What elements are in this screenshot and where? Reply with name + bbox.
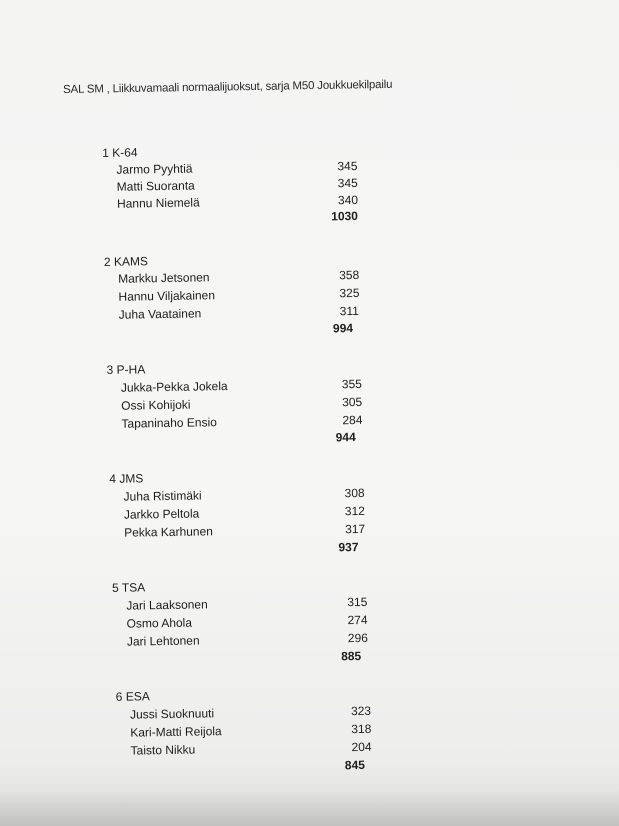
member-name: Kari-Matti Reijola: [130, 724, 222, 740]
member-score: 345: [337, 175, 358, 191]
member-name: Osmo Ahola: [126, 615, 193, 631]
team-title: 6 ESA: [115, 689, 150, 704]
member-score: 296: [347, 630, 368, 646]
member-score: 308: [344, 485, 365, 501]
team-block-2: [103, 250, 404, 336]
member-name: Jukka-Pekka Jokela: [120, 379, 228, 395]
member-score: 204: [351, 739, 372, 755]
member-score: 312: [344, 503, 365, 519]
team-total: 1030: [331, 208, 359, 224]
member-name: Jari Laaksonen: [126, 597, 208, 613]
team-block-5: [111, 576, 412, 664]
team-total: 885: [341, 648, 362, 664]
member-score: 318: [351, 721, 372, 737]
member-name: Juha Ristimäki: [123, 488, 202, 504]
member-name: Jarkko Peltola: [123, 506, 200, 522]
member-score: 274: [347, 612, 368, 628]
member-score: 325: [339, 285, 360, 301]
member-score: 340: [337, 192, 359, 208]
member-name: Matti Suoranta: [116, 178, 195, 194]
team-block-4: [109, 467, 409, 555]
member-score: 323: [350, 703, 372, 719]
member-name: Ossi Kohijoki: [121, 397, 191, 413]
member-score: 317: [345, 521, 366, 537]
team-total: 994: [332, 321, 354, 336]
member-name: Tapaninaho Ensio: [121, 415, 217, 431]
team-title: 3 P-HA: [106, 362, 146, 377]
member-score: 345: [337, 158, 358, 174]
member-name: Hannu Viljakainen: [118, 288, 216, 304]
team-total: 845: [344, 757, 365, 773]
member-name: Jussi Suoknuuti: [129, 706, 215, 722]
team-block-3: [106, 358, 407, 445]
member-name: Hannu Niemelä: [116, 195, 200, 211]
member-score: 305: [342, 394, 363, 410]
team-title: 2 KAMS: [103, 254, 149, 269]
member-name: Pekka Karhunen: [124, 524, 214, 540]
member-score: 315: [347, 594, 368, 610]
team-title: 4 JMS: [109, 471, 144, 486]
member-name: Markku Jetsonen: [118, 270, 210, 286]
member-name: Jari Lehtonen: [126, 633, 200, 649]
member-score: 358: [339, 267, 360, 283]
member-name: Jarmo Pyyhtiä: [116, 161, 193, 177]
team-block-6: [115, 685, 416, 773]
member-score: 311: [339, 303, 359, 319]
team-total: 937: [338, 539, 359, 555]
member-score: 355: [341, 376, 363, 392]
member-name: Taisto Nikku: [130, 742, 196, 758]
team-title: 5 TSA: [111, 580, 146, 595]
member-name: Juha Vaatainen: [118, 306, 202, 322]
team-title: 1 K-64: [102, 145, 138, 160]
member-score: 284: [342, 412, 363, 428]
document-header: SAL SM , Liikkuvamaali normaalijuoksut, sarja M50 Joukkuekilpailu: [63, 78, 393, 96]
team-block-1: [102, 141, 402, 224]
team-total: 944: [335, 430, 356, 445]
